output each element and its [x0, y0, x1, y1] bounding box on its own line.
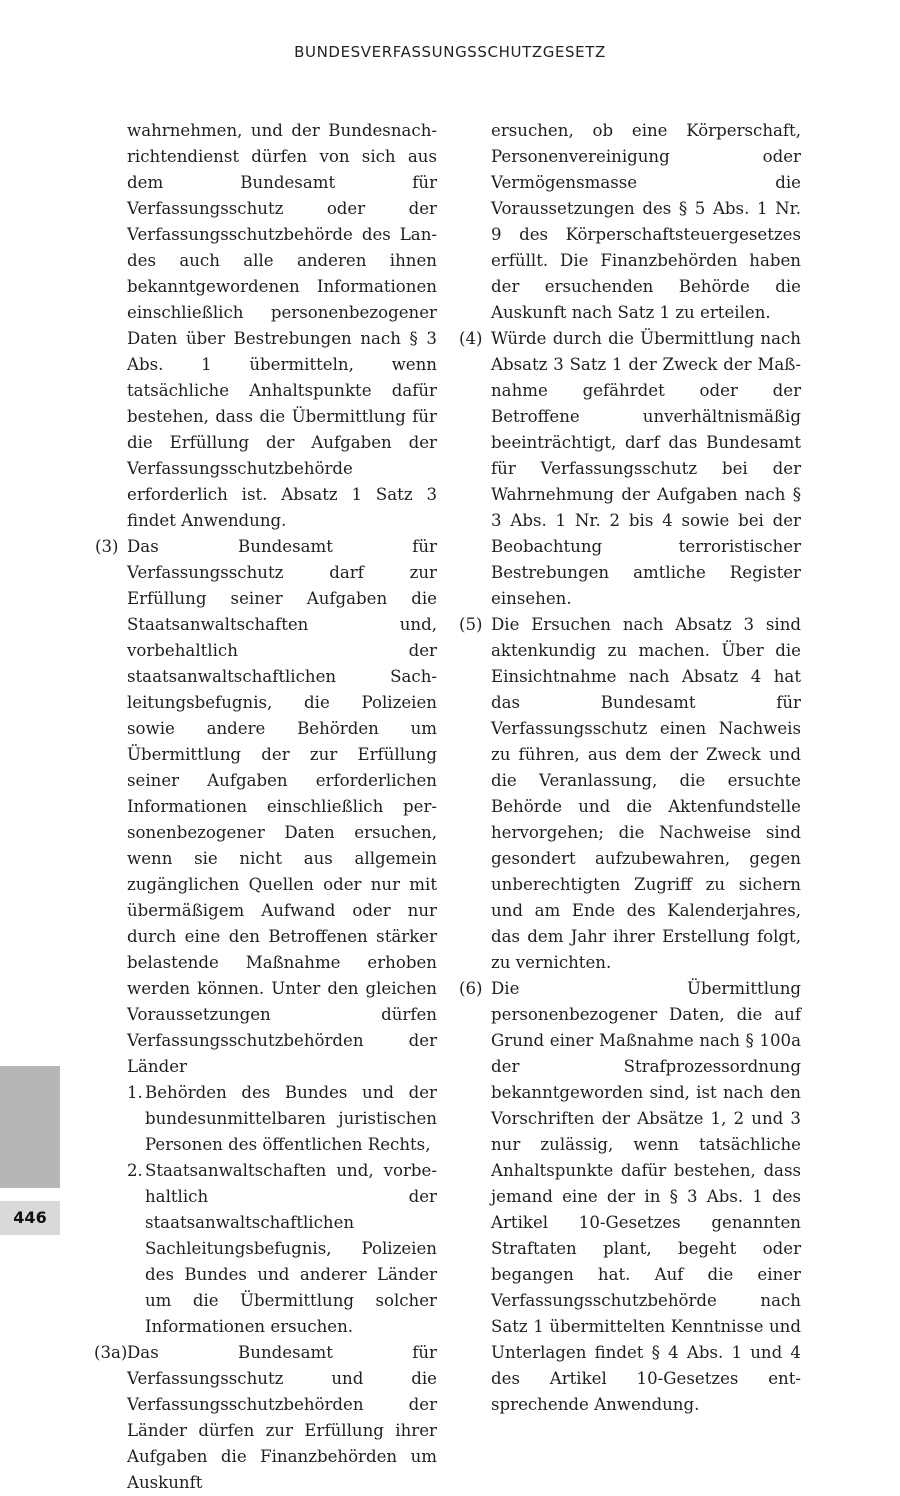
- paragraph-number: (6): [459, 979, 483, 998]
- chapter-tab: [0, 1066, 60, 1188]
- list-item: [127, 1080, 437, 1158]
- paragraph-text: Würde durch die Übermittlung nach Absatz 3 Satz 1 der Zweck der Maßnahme gefährdet oder der Betroffene unverhältnismäßig beeinträchtigt, darf das Bundesamt für Verfassungsschutz bei der Wahrnehmung der Aufgaben nach § 3 Abs. 1 Nr. 2 bis 4 sowie bei der Beobachtung terroristischer Bestrebungen amtliche Register einsehen.: [491, 329, 801, 608]
- paragraph-number: (3a): [94, 1343, 128, 1362]
- list-item-number: 2.: [127, 1161, 143, 1180]
- paragraph-text: Das Bundesamt für Verfassungsschutz und die Verfassungsschutzbehörden der Länder dürfen zur Erfüllung ihrer Aufgaben die Finanzbehörden um Auskunft: [127, 1343, 437, 1492]
- list-item-text: Staatsanwaltschaften und, vorbehaltlich der staatsanwaltschaftlichen Sachleitungsbefugnis, Polizeien des Bundes und anderer Länder um die Übermittlung solcher Informationen ersuchen.: [145, 1161, 437, 1336]
- paragraph-text: Das Bundesamt für Verfassungsschutz darf zur Erfüllung seiner Aufgaben die Staatsanwaltschaften und, vorbehaltlich der staatsanwaltschaftlichen Sachleitungsbefugnis, die Polizeien sowie andere Behörden um Übermittlung der zur Erfüllung seiner Aufgaben erforderlichen Informationen einschließlich personenbezogener Daten ersuchen, wenn sie nicht aus allgemein zugänglichen Quellen oder nur mit übermäßigem Aufwand oder nur durch eine den Betroffenen stärker belastende Maßnahme erhoben werden können. Unter den gleichen Voraussetzungen dürfen Verfassungsschutzbehörden der Länder: [127, 537, 437, 1076]
- paragraph-4: [459, 326, 801, 612]
- paragraph-text: Die Ersuchen nach Absatz 3 sind aktenkundig zu machen. Über die Einsichtnahme nach Absatz 4 hat das Bundesamt für Verfassungsschutz einen Nachweis zu führen, aus dem der Zweck und die Veranlassung, die ersuchte Behörde und die Aktenfundstelle hervorgehen; die Nachweise sind gesondert aufzubewahren, gegen unberechtigten Zugriff zu sichern und am Ende des Kalenderjahres, das dem Jahr ihrer Erstellung folgt, zu vernichten.: [491, 615, 801, 972]
- paragraph-3: [95, 534, 437, 1340]
- paragraph-number: (4): [459, 329, 483, 348]
- paragraph-number: (3): [95, 537, 119, 556]
- paragraph-continuation: ersuchen, ob eine Körperschaft, Personenvereinigung oder Vermögensmasse die Voraussetzungen des § 5 Abs. 1 Nr. 9 des Körperschaftsteuergesetzes erfüllt. Die Finanzbehörden haben der ersuchenden Behörde die Auskunft nach Satz 1 zu erteilen.: [491, 121, 801, 322]
- paragraph-3a: [94, 1340, 437, 1496]
- list-item-text: Behörden des Bundes und der bundesunmittelbaren juristischen Personen des öffentlichen Rechts,: [145, 1083, 437, 1154]
- left-column: [94, 118, 437, 1496]
- list-item: [127, 1158, 437, 1340]
- page-number: 446: [0, 1201, 60, 1235]
- paragraph-5: [459, 612, 801, 976]
- paragraph-text: Die Übermittlung personenbezogener Daten, die auf Grund einer Maßnahme nach § 100a der Strafprozessordnung bekanntgeworden sind, ist nach den Vorschriften der Absätze 1, 2 und 3 nur zulässig, wenn tatsächliche Anhaltspunkte dafür bestehen, dass jemand eine der in § 3 Abs. 1 des Artikel 10-Gesetzes genannten Straftaten plant, begeht oder begangen hat. Auf die einer Verfassungsschutzbehörde nach Satz 1 übermittelten Kenntnisse und Unterlagen findet § 4 Abs. 1 und 4 des Artikel 10-Gesetzes entsprechende Anwendung.: [491, 979, 801, 1414]
- list-item-number: 1.: [127, 1083, 143, 1102]
- paragraph-number: (5): [459, 615, 483, 634]
- paragraph-continuation: wahrnehmen, und der Bundesnachrichtendienst dürfen von sich aus dem Bundesamt für Verfassungsschutz oder der Verfassungsschutzbehörde des Landes auch alle anderen ihnen bekanntgewordenen Informationen einschließlich personenbezogener Daten über Bestrebungen nach § 3 Abs. 1 übermitteln, wenn tatsächliche Anhaltspunkte dafür bestehen, dass die Übermittlung für die Erfüllung der Aufgaben der Verfassungsschutzbehörde erforderlich ist. Absatz 1 Satz 3 findet Anwendung.: [127, 121, 437, 530]
- right-column: [459, 118, 801, 1418]
- running-header: BUNDESVERFASSUNGSSCHUTZGESETZ: [294, 43, 606, 61]
- paragraph-6: [459, 976, 801, 1418]
